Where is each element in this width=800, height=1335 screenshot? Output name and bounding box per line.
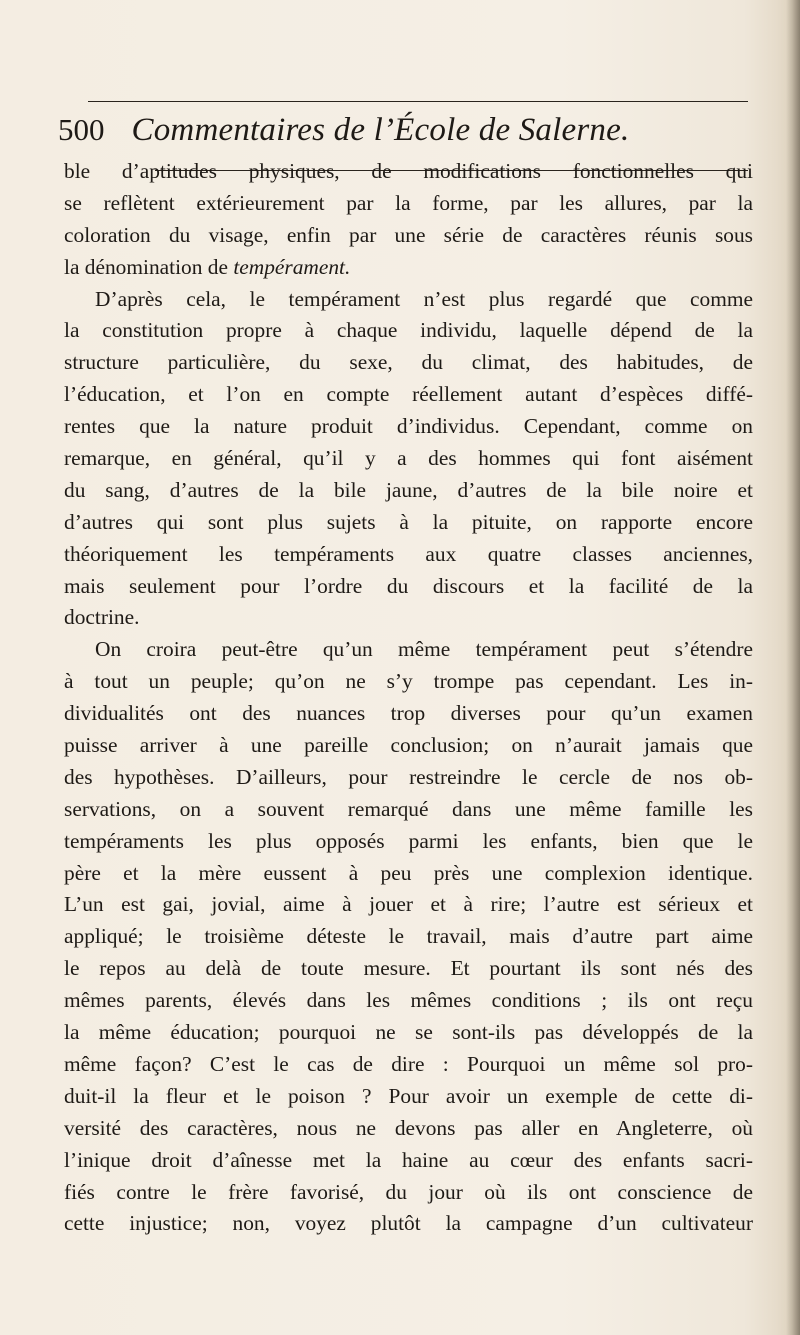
text-line: dividualités ont des nuances trop diverses pour qu’un examen <box>64 701 753 726</box>
paragraph-start: On croira peut-être qu’un même tempérament peut s’étendre <box>95 637 753 662</box>
text-line: même façon? C’est le cas de dire : Pourquoi un même sol pro- <box>64 1051 753 1076</box>
body-text <box>64 156 753 1240</box>
text-line: théoriquement les tempéraments aux quatre classes anciennes, <box>64 541 753 566</box>
text-line: d’autres qui sont plus sujets à la pituite, on rapporte encore <box>64 509 753 534</box>
text-line <box>64 252 753 284</box>
text-line: la même éducation; pourquoi ne se sont-ils pas développés de la <box>64 1020 753 1045</box>
text-line: cette injustice; non, voyez plutôt la campagne d’un cultivateur <box>64 1211 753 1236</box>
text-line: coloration du visage, enfin par une série de caractères réunis sous <box>64 222 753 247</box>
text-line: remarque, en général, qu’il y a des hommes qui font aisément <box>64 446 753 471</box>
text-line: se reflètent extérieurement par la forme, par les allures, par la <box>64 190 753 215</box>
text-line: L’un est gai, jovial, aime à jouer et à rire; l’autre est sérieux et <box>64 892 753 917</box>
text-line: rentes que la nature produit d’individus. Cependant, comme on <box>64 414 753 439</box>
text-line: appliqué; le troisième déteste le travail, mais d’autre part aime <box>64 924 753 949</box>
running-head <box>58 112 778 160</box>
text-line-prefix: la dénomination de <box>64 254 234 279</box>
text-line: à tout un peuple; qu’on ne s’y trompe pas cependant. Les in- <box>64 669 753 694</box>
text-line: fiés contre le frère favorisé, du jour où ils ont conscience de <box>64 1179 753 1204</box>
page-number: 500 <box>58 112 105 147</box>
text-line: l’éducation, et l’on en compte réellement autant d’espèces diffé- <box>64 382 753 407</box>
text-line: mais seulement pour l’ordre du discours et la facilité de la <box>64 573 753 598</box>
text-line: des hypothèses. D’ailleurs, pour restreindre le cercle de nos ob- <box>64 764 753 789</box>
text-line: structure particulière, du sexe, du climat, des habitudes, de <box>64 350 753 375</box>
text-line: duit-il la fleur et le poison ? Pour avoir un exemple de cette di- <box>64 1083 753 1108</box>
header-rule-top <box>88 101 748 102</box>
text-line: le repos au delà de toute mesure. Et pourtant ils sont nés des <box>64 956 753 981</box>
paragraph-start: D’après cela, le tempérament n’est plus regardé que comme <box>95 286 753 311</box>
text-line: ble d’aptitudes physiques, de modifications fonctionnelles qui <box>64 159 753 183</box>
paragraph-end: doctrine. <box>64 605 140 630</box>
text-line: la constitution propre à chaque individu, laquelle dépend de la <box>64 318 753 343</box>
text-line: puisse arriver à une pareille conclusion; on n’aurait jamais que <box>64 733 753 758</box>
text-line: père et la mère eussent à peu près une complexion identique. <box>64 860 753 885</box>
text-line: versité des caractères, nous ne devons pas aller en Angleterre, où <box>64 1115 753 1140</box>
text-line: tempéraments les plus opposés parmi les enfants, bien que le <box>64 828 753 853</box>
page-edge-shadow <box>786 0 800 1335</box>
text-line: mêmes parents, élevés dans les mêmes conditions ; ils ont reçu <box>64 988 753 1013</box>
italic-term: tempérament. <box>233 254 351 279</box>
text-line: l’inique droit d’aînesse met la haine au cœur des enfants sacri- <box>64 1147 753 1172</box>
text-line: servations, on a souvent remarqué dans une même famille les <box>64 796 753 821</box>
running-title: Commentaires de l’École de Salerne. <box>131 112 630 148</box>
text-line: du sang, d’autres de la bile jaune, d’autres de la bile noire et <box>64 477 753 502</box>
